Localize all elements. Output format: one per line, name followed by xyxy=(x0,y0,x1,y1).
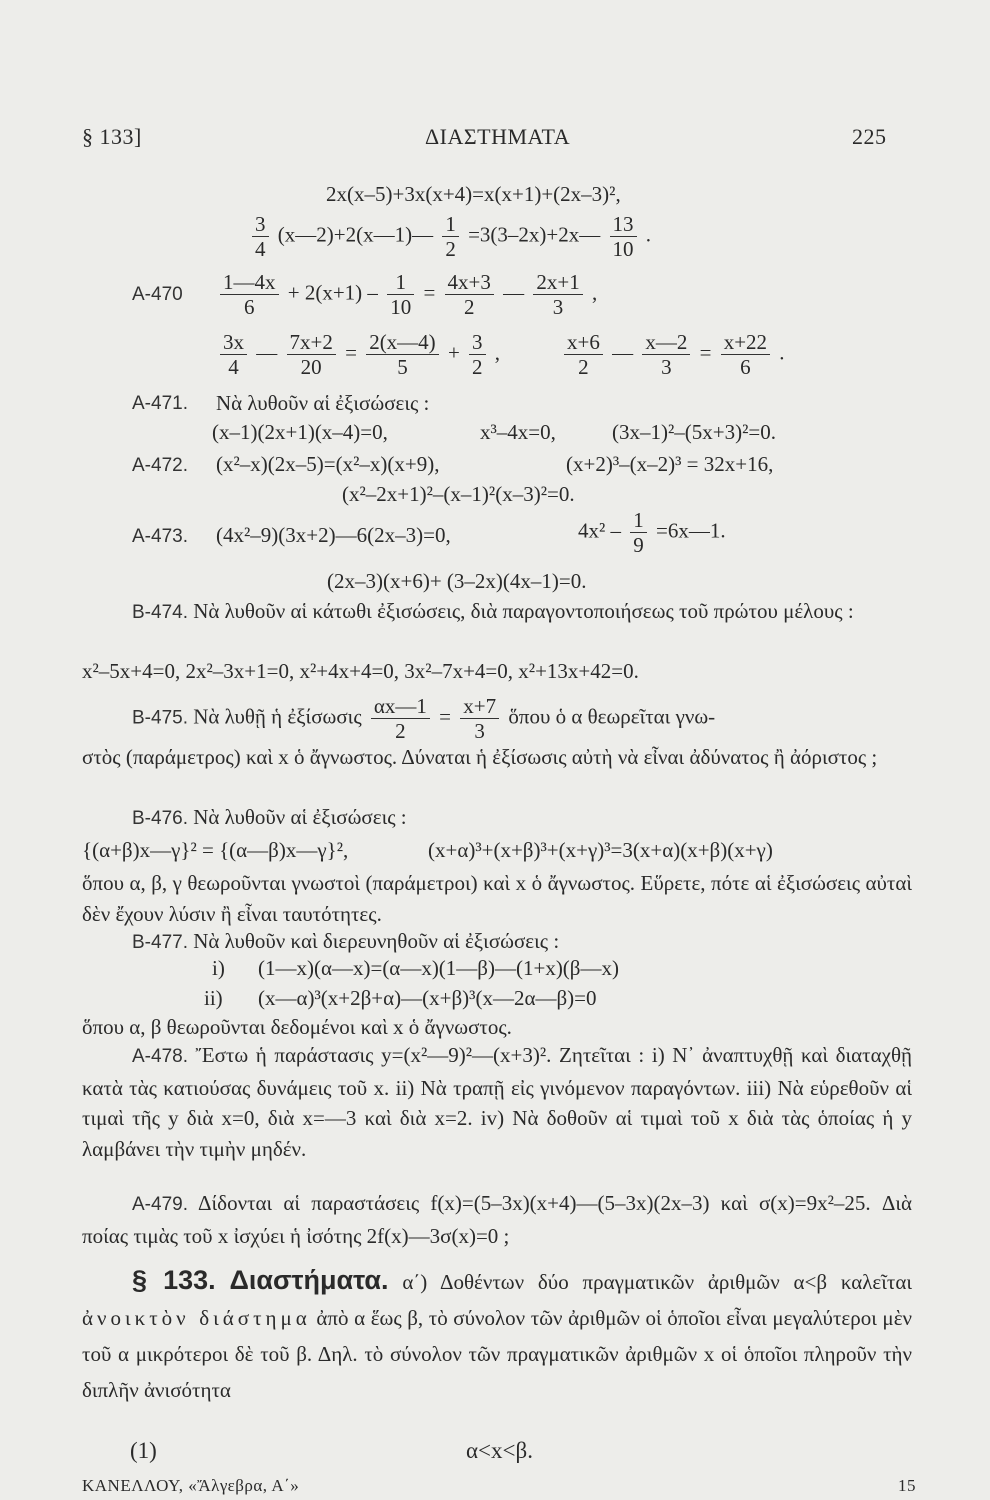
equation-b477-i: (1—x)(α—x)=(α—x)(1—β)—(1+x)(β—x) xyxy=(258,956,619,980)
footer-book-title: ΚΑΝΕΛΛΟΥ, «Ἄλγεβρα, Α΄» xyxy=(82,1476,300,1495)
problem-b474 xyxy=(82,596,912,629)
problem-b477-head: Β-477. Νὰ λυθοῦν καὶ διερευνηθοῦν αἱ ἐξισώσεις : xyxy=(132,929,560,953)
fraction: $\frac{2(x—4)}{5}$ xyxy=(366,330,439,379)
problem-text-b476: ὅπου α, β, γ θεωροῦνται γνωστοὶ (παράμετροι) καὶ x ὁ ἄγνωστος. Εὕρετε, πότε αἱ ἐξισώσεις αὐταὶ δὲν ἔχουν λύσιν ἢ εἶναι ταυτότητες. xyxy=(82,871,912,926)
equation-a473-2: 4x² – $\frac{1}{9}$ =6x—1. xyxy=(578,508,726,557)
equation-a472-1: (x²–x)(2x–5)=(x²–x)(x+9), xyxy=(216,452,440,476)
equations-b474: x²–5x+4=0, 2x²–3x+1=0, x²+4x+4=0, 3x²–7x+4=0, x²+13x+42=0. xyxy=(82,659,639,683)
equation-a471-1: (x–1)(2x+1)(x–4)=0, xyxy=(212,420,388,444)
equation-a472-3: (x²–2x+1)²–(x–1)²(x–3)²=0. xyxy=(342,482,575,506)
equation-line-2: $\frac{3}{4}$ (x—2)+2(x—1)— $\frac{1}{2}$ =3(3–2x)+2x— $\frac{13}{10}$ . xyxy=(248,212,651,261)
problem-label-a472: Α-472. xyxy=(132,455,188,476)
problem-text-b477: ὅπου α, β θεωροῦνται δεδομένοι καὶ x ὁ ἄγνωστος. xyxy=(82,1015,512,1039)
problem-label-b477: Β-477. xyxy=(132,932,188,953)
fraction: $\frac{13}{10}$ xyxy=(610,212,637,261)
problem-label-b475: Β-475. xyxy=(132,707,188,729)
problem-b475-first-line: Β-475. Νὰ λυθῇ ἡ ἐξίσωσις $\frac{\alpha x—1}{2}$ = $\frac{x+7}{3}$ ὅπου ὁ α θεωρεῖται γνω- xyxy=(132,694,716,743)
equation-b477-ii: (x—α)³(x+2β+α)—(x+β)³(x—2α—β)=0 xyxy=(258,986,597,1010)
equation-a473-3: (2x–3)(x+6)+ (3–2x)(4x–1)=0. xyxy=(327,569,587,593)
fraction: $\frac{3x}{4}$ xyxy=(220,330,247,379)
section-title: Διαστήματα. xyxy=(229,1265,389,1295)
section-number: § 133. xyxy=(132,1265,216,1295)
problem-text-a479: Δίδονται αἱ παραστάσεις f(x)=(5–3x)(x+4)—(5–3x)(2x–3) καὶ σ(x)=9x²–25. Διὰ ποίας τιμὰς τοῦ x ἰσχύει ἡ ἰσότης 2f(x)—3σ(x)=0 ; xyxy=(82,1191,912,1248)
footer-signature-number: 15 xyxy=(898,1476,916,1495)
fraction: $\frac{1—4x}{6}$ xyxy=(220,270,279,319)
equation-b477-i-label: i) xyxy=(212,956,225,980)
fraction: $\frac{4x+3}{2}$ xyxy=(445,270,494,319)
fraction: $\frac{3}{4}$ xyxy=(252,212,269,261)
fraction: $\frac{x—2}{3}$ xyxy=(642,330,690,379)
section-body: ἀπὸ α ἕως β, τὸ σύνολον τῶν ἀριθμῶν οἱ ὁποῖοι εἶναι μεγαλύτεροι μὲν τοῦ α μικρότεροι δὲ τοῦ β. Δηλ. τὸ σύνολον τῶν πραγματικῶν ἀριθμῶν x οἱ ὁποῖοι πληροῦν τὴν διπλῆν ἀνισότητα xyxy=(82,1306,913,1402)
problem-text-b475: στὸς (παράμετρος) καὶ x ὁ ἄγνωστος. Δύναται ἡ ἐξίσωσις αὐτὴ νὰ εἶναι ἀδύνατος ἢ ἀόριστος ; xyxy=(82,745,878,769)
fraction: $\frac{1}{2}$ xyxy=(442,212,459,261)
equation-a470-line-2a: $\frac{3x}{4}$ — $\frac{7x+2}{20}$ = $\frac{2(x—4)}{5}$ + $\frac{3}{2}$ , xyxy=(216,330,500,379)
equation-a470-line-2b: $\frac{x+6}{2}$ — $\frac{x—2}{3}$ = $\frac{x+22}{6}$ . xyxy=(560,330,785,379)
fraction: $\frac{x+7}{3}$ xyxy=(460,694,499,743)
fraction: $\frac{1}{9}$ xyxy=(630,508,647,557)
fraction: $\frac{1}{10}$ xyxy=(387,270,414,319)
equation-b477-ii-label: ii) xyxy=(204,986,223,1010)
problem-label-a471: Α-471. xyxy=(132,393,188,414)
problem-text-b474: Νὰ λυθοῦν αἱ κάτωθι ἐξισώσεις, διὰ παραγοντοποιήσεως τοῦ πρώτου μέλους : xyxy=(193,599,854,623)
equation-a473-1: (4x²–9)(3x+2)—6(2x–3)=0, xyxy=(216,523,451,547)
fraction: $\frac{x+22}{6}$ xyxy=(721,330,770,379)
fraction: $\frac{\alpha x—1}{2}$ xyxy=(371,694,430,743)
header-title: ΔΙΑΣΤΗΜΑΤΑ xyxy=(425,124,571,149)
header-page-number: 225 xyxy=(852,124,887,149)
problem-a478 xyxy=(82,1040,912,1164)
fraction: $\frac{7x+2}{20}$ xyxy=(287,330,336,379)
fraction: $\frac{2x+1}{3}$ xyxy=(533,270,582,319)
problem-a479 xyxy=(82,1188,912,1251)
problem-text-a471: Νὰ λυθοῦν αἱ ἐξισώσεις : xyxy=(216,391,430,415)
problem-label-b474: Β-474. xyxy=(132,602,188,623)
problem-label-a473: Α-473. xyxy=(132,526,188,547)
section-intro: α΄) Δοθέντων δύο πραγματικῶν ἀριθμῶν α<β καλεῖται xyxy=(402,1270,912,1294)
equation-line-1: 2x(x–5)+3x(x+4)=x(x+1)+(2x–3)², xyxy=(326,182,621,206)
fraction: $\frac{3}{2}$ xyxy=(469,330,486,379)
problem-label-a478: Α-478. xyxy=(132,1046,188,1067)
problem-label-b476: Β-476. xyxy=(132,808,188,829)
problem-b476-head: Β-476. Νὰ λυθοῦν αἱ ἐξισώσεις : xyxy=(132,805,407,829)
equation-a470-line-1: $\frac{1—4x}{6}$ + 2(x+1) – $\frac{1}{10}$ = $\frac{4x+3}{2}$ — $\frac{2x+1}{3}$ , xyxy=(216,270,597,319)
equation-a471-2: x³–4x=0, xyxy=(480,420,556,444)
section-term: ἀνοικτὸν διάστημα xyxy=(82,1306,311,1330)
fraction: $\frac{x+6}{2}$ xyxy=(564,330,603,379)
problem-label-a470: Α-470 xyxy=(132,284,183,305)
equation-interval: α<x<β. xyxy=(466,1438,533,1463)
section-133 xyxy=(82,1262,912,1408)
equation-a471-3: (3x–1)²–(5x+3)²=0. xyxy=(612,420,777,444)
header-section-ref: § 133] xyxy=(82,124,142,149)
equation-a472-2: (x+2)³–(x–2)³ = 32x+16, xyxy=(566,452,774,476)
equation-b476-2: (x+α)³+(x+β)³+(x+γ)³=3(x+α)(x+β)(x+γ) xyxy=(428,838,773,862)
problem-text-a478: Ἔστω ἡ παράστασις y=(x²—9)²—(x+3)². Ζητεῖται : i) Ν᾿ ἀναπτυχθῇ καὶ διαταχθῇ κατὰ τὰς κατιούσας δυνάμεις τοῦ x. ii) Νὰ τραπῇ εἰς γινόμενον παραγόντων. iii) Νὰ εὑρεθοῦν αἱ τιμαὶ τῆς y διὰ x=0, διὰ x=—3 καὶ διὰ x=2. iv) Νὰ δοθοῦν αἱ τιμαὶ τοῦ x διὰ τὰς ὁποίας ἡ y λαμβάνει τὴν τιμὴν μηδέν. xyxy=(82,1043,912,1161)
equation-label-1: (1) xyxy=(130,1438,157,1463)
equation-b476-1: {(α+β)x—γ}² = {(α—β)x—γ}², xyxy=(82,838,349,862)
problem-label-a479: Α-479. xyxy=(132,1194,188,1215)
